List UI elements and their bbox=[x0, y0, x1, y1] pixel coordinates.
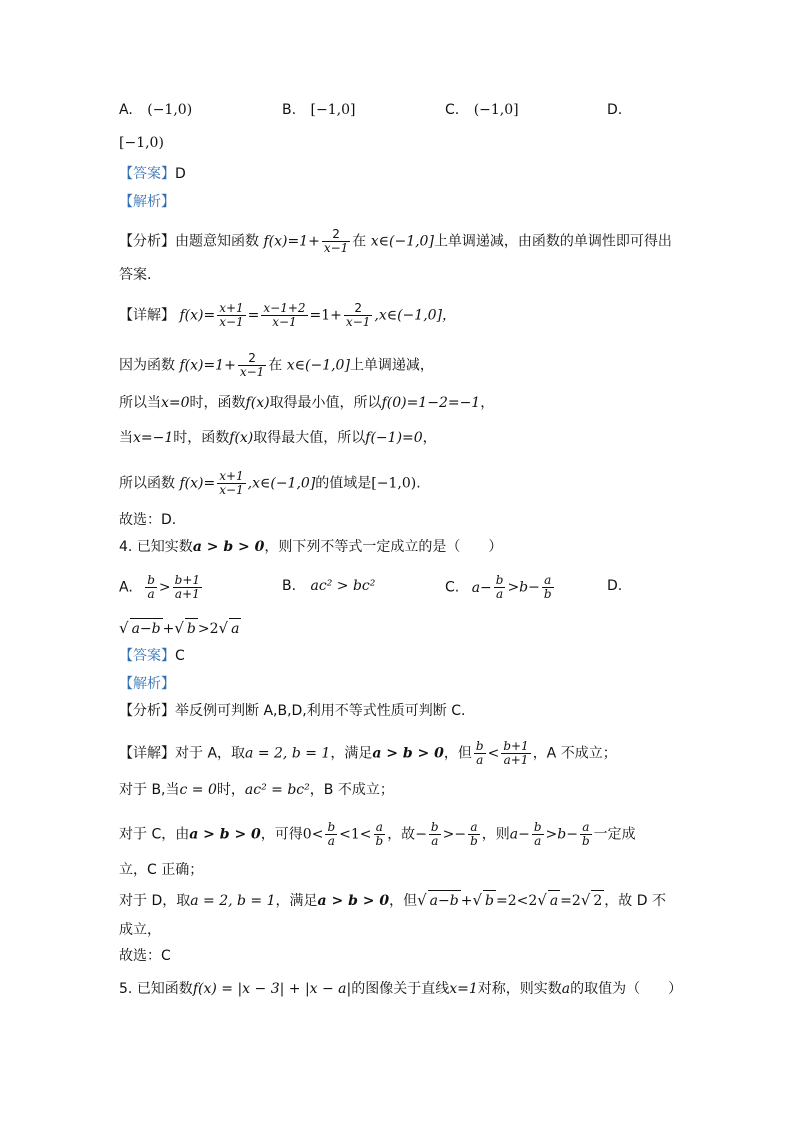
q3-because bbox=[119, 352, 434, 379]
analysis-tag: 【分析】 bbox=[119, 233, 175, 250]
text: ，可得 bbox=[260, 826, 303, 843]
text: 上单调递减， bbox=[349, 357, 434, 374]
text: ， bbox=[422, 430, 437, 446]
text: 成立， bbox=[119, 922, 161, 938]
formula: f(x) = |x − 3| + |x − a| bbox=[192, 981, 352, 997]
fraction: $\frac{2}{x-1}$ bbox=[345, 301, 371, 329]
option-value: (−1,0] bbox=[473, 102, 519, 118]
text: 答案. bbox=[119, 267, 152, 283]
explain-tag: 【解析】 bbox=[119, 194, 175, 210]
q4-analysis bbox=[119, 701, 465, 721]
text: 由题意知函数 bbox=[175, 233, 259, 250]
formula: a > b > 0 bbox=[317, 893, 390, 909]
fraction: $\frac{a}{b}$ bbox=[375, 820, 384, 848]
fraction: $\frac{b}{a}$ bbox=[475, 739, 484, 767]
formula: f(x)= bbox=[179, 307, 216, 324]
text: 取得最小值，所以 bbox=[269, 395, 382, 411]
formula: x∈(−1,0] bbox=[286, 357, 350, 374]
formula: x=1 bbox=[449, 981, 478, 997]
text: 对于 D，取 bbox=[119, 893, 191, 909]
q4-option-d-value: √ a−b +√ b >2√ a bbox=[119, 619, 240, 637]
question-number: 5. bbox=[119, 981, 133, 997]
option-label: D. bbox=[607, 578, 623, 594]
text: 对于 A，取 bbox=[175, 745, 246, 762]
formula: f(x) bbox=[245, 395, 270, 411]
formula: ,x∈(−1,0] bbox=[247, 475, 316, 492]
text: ，满足 bbox=[275, 893, 318, 909]
q3-analysis-line2 bbox=[119, 265, 151, 285]
text: 时， bbox=[216, 782, 245, 798]
fraction: $\frac{b}{a}$ bbox=[430, 820, 439, 848]
formula: f(x)=1+ bbox=[179, 357, 236, 374]
formula: a bbox=[561, 981, 571, 997]
q3-analysis bbox=[119, 228, 672, 255]
q3-min bbox=[119, 393, 494, 413]
text: 故选：D. bbox=[119, 512, 177, 528]
q4-option-c: C. a− $\frac{b}{a}$ >b− $\frac{a}{b}$ bbox=[445, 573, 552, 601]
q4-option-d bbox=[607, 576, 622, 596]
fraction: $\frac{x+1}{x-1}$ bbox=[219, 301, 244, 329]
q3-option-d bbox=[607, 100, 622, 120]
analysis-tag: 【分析】 bbox=[119, 703, 175, 719]
text: 时，函数 bbox=[189, 395, 246, 411]
text: 的值域是 bbox=[315, 475, 372, 492]
fraction: $\frac{b}{a}$ bbox=[533, 820, 542, 848]
text: ，故 D 不 bbox=[604, 893, 666, 909]
q4-detail-d: 对于 D，取a = 2, b = 1，满足a > b > 0，但√ a−b +√ b =2<2√ a =2√ 2 ，故 D 不 bbox=[119, 891, 666, 909]
text: ，故 bbox=[387, 826, 416, 843]
text: ，B 不成立； bbox=[309, 782, 394, 798]
formula: f(−1)=0 bbox=[365, 430, 423, 446]
q4-choose bbox=[119, 946, 171, 966]
q3-detail bbox=[119, 302, 456, 329]
q4-option-a: A. $\frac{b}{a}$ > $\frac{b+1}{a+1}$ bbox=[119, 573, 201, 601]
q3-explain-heading bbox=[119, 192, 175, 212]
option-label: B. bbox=[282, 102, 297, 118]
fraction: $\frac{x-1+2}{x-1}$ bbox=[263, 301, 306, 329]
answer-tag: 【答案】 bbox=[119, 166, 175, 182]
fraction: $\frac{a}{b}$ bbox=[470, 820, 478, 848]
text: 上单调递减，由函数的单调性即可得出 bbox=[433, 233, 672, 250]
fraction: $\frac{x+1}{x-1}$ bbox=[219, 469, 244, 497]
fraction: $\frac{2}{x-1}$ bbox=[239, 351, 265, 379]
option-label: A. bbox=[119, 579, 133, 596]
formula: f(x)= bbox=[179, 475, 216, 492]
explain-tag: 【解析】 bbox=[119, 676, 175, 692]
text: 对称，则实数 bbox=[477, 981, 562, 997]
q4-detail-c-line2 bbox=[119, 860, 203, 880]
text: ，则下列不等式一定成立的是（ ） bbox=[264, 539, 503, 555]
text: ， bbox=[480, 395, 495, 411]
text: 已知函数 bbox=[136, 981, 193, 997]
formula: x∈(−1,0] bbox=[370, 233, 434, 250]
fraction: $\frac{b}{a}$ bbox=[147, 573, 155, 601]
text: 因为函数 bbox=[119, 357, 175, 374]
question-number: 4. bbox=[119, 539, 133, 555]
q3-option-c bbox=[445, 100, 519, 120]
text: 的取值为（ ） bbox=[570, 981, 683, 997]
q3-option-a bbox=[119, 100, 192, 120]
text: 故选：C bbox=[119, 948, 171, 964]
text: 当 bbox=[119, 430, 133, 446]
fraction: $\frac{b}{a}$ bbox=[327, 820, 336, 848]
q4-detail-c: 对于 C，由a > b > 0，可得0< $\frac{b}{a}$ <1< $\frac{a}{b}$ ，故− $\frac{b}{a}$ >− $\frac{a}{b}$ ，则a− $\frac{b}{a}$ >b− $\frac{a}{b}$ 一定成 bbox=[119, 820, 636, 848]
fraction: $\frac{b+1}{a+1}$ bbox=[174, 573, 201, 601]
q4-detail-b bbox=[119, 780, 394, 800]
formula: ,x∈(−1,0]， bbox=[374, 307, 457, 324]
text: 对于 C，由 bbox=[119, 826, 190, 843]
text: 所以当 bbox=[119, 395, 161, 411]
q3-choose bbox=[119, 510, 176, 530]
q5-stem bbox=[119, 979, 682, 999]
text: . bbox=[416, 475, 421, 492]
q4-explain-heading bbox=[119, 674, 175, 694]
text: ，A 不成立； bbox=[532, 745, 617, 762]
text: 的图像关于直线 bbox=[351, 981, 450, 997]
answer-value: D bbox=[175, 166, 186, 182]
formula: f(x) bbox=[229, 430, 254, 446]
q4-detail-d-line2 bbox=[119, 920, 161, 940]
formula: x=−1 bbox=[133, 430, 174, 446]
text: ，满足 bbox=[330, 745, 373, 762]
option-label: C. bbox=[445, 102, 460, 118]
option-label: A. bbox=[119, 102, 133, 118]
text: 一定成 bbox=[593, 826, 636, 843]
formula: a > b > 0 bbox=[192, 539, 265, 555]
text: 立，C 正确； bbox=[119, 862, 204, 878]
answer-value: C bbox=[175, 648, 185, 664]
fraction: $\frac{2}{x-1}$ bbox=[323, 227, 349, 255]
text: = bbox=[247, 307, 260, 324]
formula: a > b > 0 bbox=[372, 745, 444, 762]
fraction: $\frac{b+1}{a+1}$ bbox=[503, 739, 529, 767]
fraction: $\frac{a}{b}$ bbox=[581, 820, 590, 848]
formula: a > b > 0 bbox=[189, 826, 261, 843]
text: 在 bbox=[268, 357, 283, 374]
answer-tag: 【答案】 bbox=[119, 648, 175, 664]
text: ，但 bbox=[389, 893, 418, 909]
option-value: [−1,0] bbox=[310, 102, 356, 118]
text: 对于 B,当 bbox=[119, 782, 180, 798]
formula: x=0 bbox=[161, 395, 190, 411]
text: 取得最大值，所以 bbox=[253, 430, 366, 446]
formula: ac² = bc² bbox=[244, 782, 310, 798]
text: 时，函数 bbox=[173, 430, 230, 446]
option-value: ac² > bc² bbox=[310, 578, 376, 594]
option-value: (−1,0) bbox=[147, 102, 193, 118]
formula: a = 2, b = 1 bbox=[245, 745, 331, 762]
option-label: C. bbox=[445, 579, 460, 596]
q4-answer bbox=[119, 646, 185, 666]
q3-range bbox=[119, 470, 421, 497]
text: 所以函数 bbox=[119, 475, 175, 492]
formula: f(x)=1+ bbox=[263, 233, 320, 250]
detail-tag: 【详解】 bbox=[119, 745, 175, 762]
fraction: $\frac{b}{a}$ bbox=[495, 573, 504, 601]
q4-detail-a: 【详解】对于 A，取a = 2, b = 1，满足a > b > 0，但 $\frac{b}{a}$ < $\frac{b+1}{a+1}$ ，A 不成立； bbox=[119, 739, 617, 767]
text: 已知实数 bbox=[136, 539, 193, 555]
formula: a = 2, b = 1 bbox=[190, 893, 276, 909]
formula: f(0)=1−2=−1 bbox=[381, 395, 481, 411]
option-label: D. bbox=[607, 102, 623, 118]
q4-option-b bbox=[282, 576, 375, 596]
q3-option-d-value bbox=[119, 133, 164, 153]
fraction: $\frac{a}{b}$ bbox=[543, 573, 552, 601]
formula: c = 0 bbox=[179, 782, 217, 798]
q3-answer bbox=[119, 164, 186, 184]
text: ，但 bbox=[443, 745, 472, 762]
q3-max bbox=[119, 428, 437, 448]
text: =1+ bbox=[309, 307, 342, 324]
option-value: [−1,0) bbox=[119, 135, 164, 151]
text: 举反例可判断 A,B,D,利用不等式性质可判断 C. bbox=[175, 703, 466, 719]
text: ，则 bbox=[481, 826, 510, 843]
formula: [−1,0) bbox=[371, 475, 417, 492]
q4-stem bbox=[119, 537, 502, 557]
q3-option-b bbox=[282, 100, 355, 120]
detail-tag: 【详解】 bbox=[119, 307, 175, 324]
option-label: B. bbox=[282, 578, 297, 594]
text: 在 bbox=[352, 233, 367, 250]
